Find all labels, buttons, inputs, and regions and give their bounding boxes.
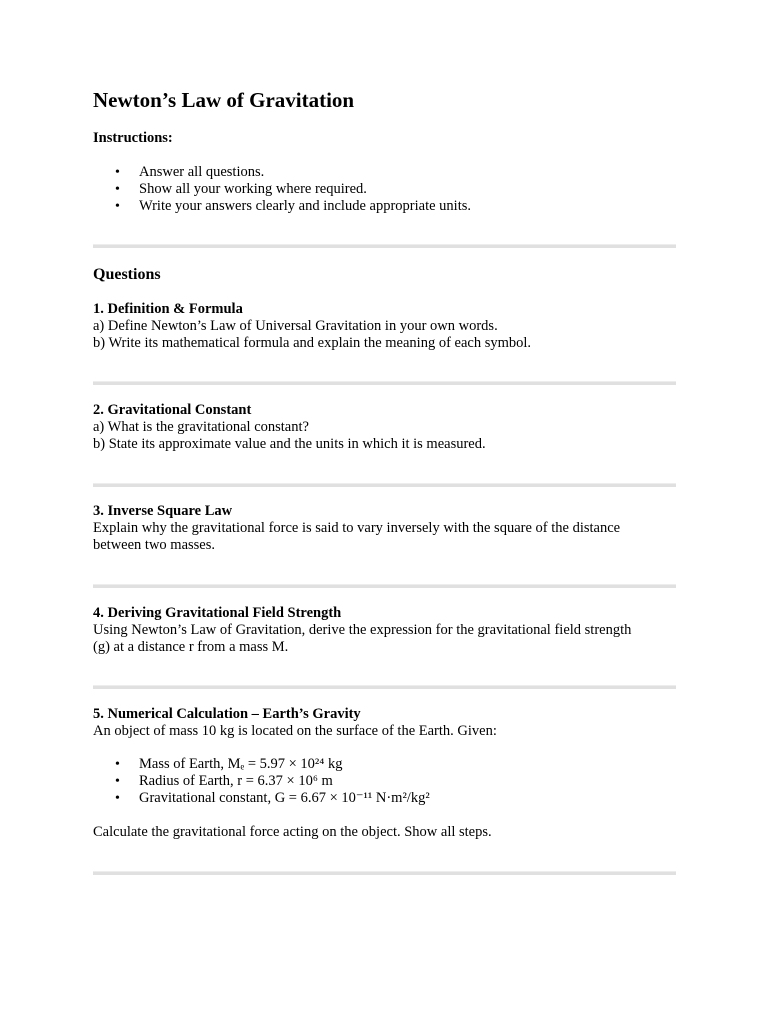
bullet-icon: •: [115, 791, 120, 806]
question-line: a) What is the gravitational constant?: [93, 419, 309, 435]
list-item: • Write your answers clearly and include appropriate units.: [115, 198, 471, 214]
given-list: [93, 756, 676, 807]
question-4: [93, 605, 676, 656]
question-line: between two masses.: [93, 537, 216, 553]
question-line: b) Write its mathematical formula and explain the meaning of each symbol.: [93, 335, 532, 351]
questions-heading: Questions: [93, 266, 161, 283]
list-item: • Answer all questions.: [115, 164, 265, 180]
question-title: 3. Inverse Square Law: [93, 503, 233, 519]
question-1: [93, 301, 676, 352]
question-3: [93, 503, 676, 554]
question-line: Calculate the gravitational force acting on the object. Show all steps.: [93, 824, 492, 840]
instructions-list: [93, 164, 676, 215]
list-item: • Show all your working where required.: [115, 181, 367, 197]
question-title: 1. Definition & Formula: [93, 301, 243, 317]
question-5: [93, 706, 676, 740]
question-line: Using Newton’s Law of Gravitation, derive the expression for the gravitational field strength: [93, 622, 632, 638]
divider: [93, 871, 676, 875]
list-item: • Radius of Earth, r = 6.37 × 10⁶ m: [115, 773, 333, 789]
question-title: 5. Numerical Calculation – Earth’s Gravity: [93, 706, 361, 722]
question-line: b) State its approximate value and the units in which it is measured.: [93, 436, 486, 452]
question-title: 2. Gravitational Constant: [93, 402, 252, 418]
question-line: a) Define Newton’s Law of Universal Gravitation in your own words.: [93, 318, 498, 334]
divider: [93, 584, 676, 588]
bullet-icon: •: [115, 199, 120, 214]
page-title: Newton’s Law of Gravitation: [93, 88, 355, 112]
question-5-closing: [93, 824, 676, 841]
divider: [93, 685, 676, 689]
question-2: [93, 402, 676, 453]
bullet-icon: •: [115, 774, 120, 789]
question-line: An object of mass 10 kg is located on the surface of the Earth. Given:: [93, 723, 497, 739]
divider: [93, 381, 676, 385]
bullet-icon: •: [115, 757, 120, 772]
list-item: • Gravitational constant, G = 6.67 × 10⁻¹¹ N·m²/kg²: [115, 790, 430, 806]
list-item: • Mass of Earth, Mₑ = 5.97 × 10²⁴ kg: [115, 756, 343, 772]
question-title: 4. Deriving Gravitational Field Strength: [93, 605, 342, 621]
bullet-icon: •: [115, 165, 120, 180]
question-line: (g) at a distance r from a mass M.: [93, 639, 289, 655]
instructions-heading: Instructions:: [93, 130, 173, 146]
bullet-icon: •: [115, 182, 120, 197]
question-line: Explain why the gravitational force is said to vary inversely with the square of the distance: [93, 520, 621, 536]
divider: [93, 483, 676, 487]
divider: [93, 244, 676, 248]
